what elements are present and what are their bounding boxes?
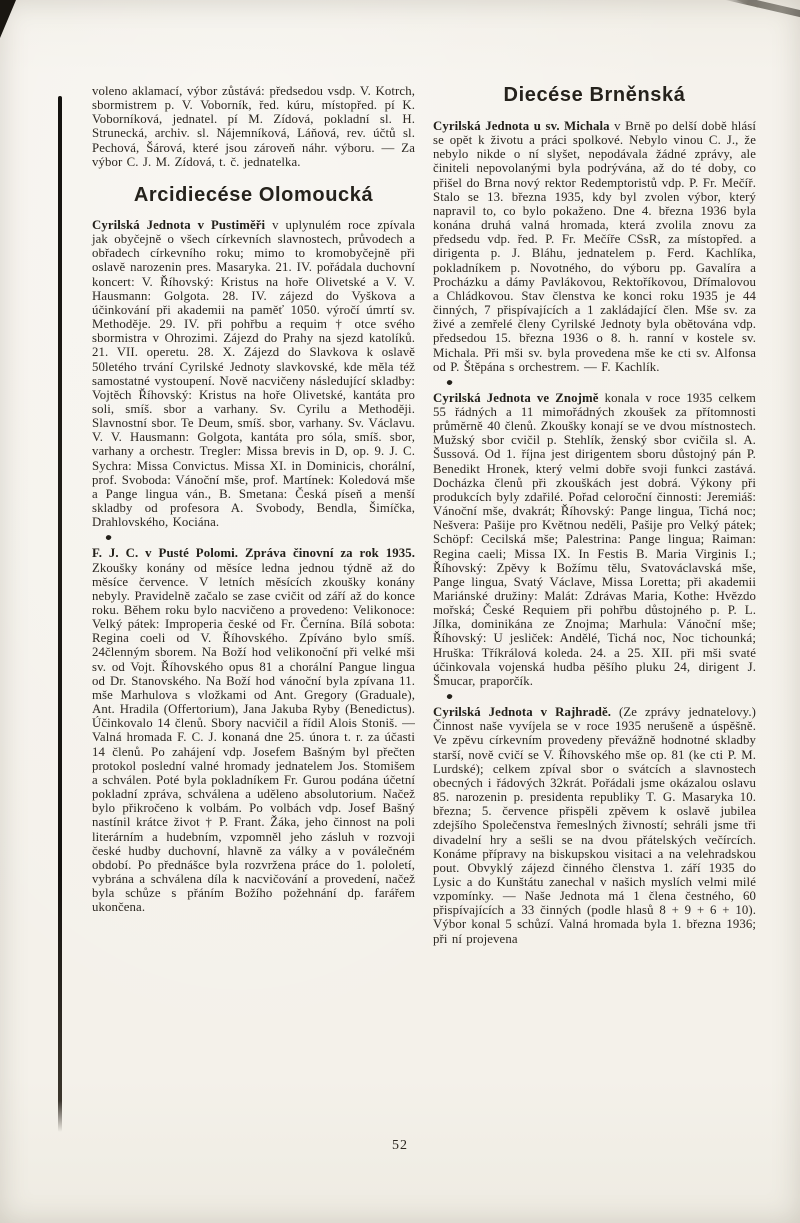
paragraph-text: konala v roce 1935 celkem 55 řádných a 11 mimořádných zkoušek za přítomnosti průměrně 40 členů. Zkoušky konají se ve dvou místnostech. Mužský sbor cvičil p. Stehlík, ženský sbor cvičila sl. A. Šussová. Od 1. října jest dirigentem sboru důstojný pán P. Benedikt Hronek, který velmi dobře svoji funkci zastává. Docházka členů při zkouškách jest dobrá. Výkony při produkcích byly zdařilé. Pořad celoroční činnosti: Jeremiáš: Vánoční mše, dvakrát; Říhovský: Pange lingua, Tichá noc; Nešvera: Pašije pro Květnou neděli, Pašije pro Velký pátek; Schöpf: Cecilská mše; Palestrina: Pange lingua; Raiman: Regina caeli; Missa IX. In Festis B. Maria Virginis I.; Říhovský: Zpěvy k Božímu tělu, Svatováclavská mše, Pange lingua, Svatý Václave, Missa Loretta; při akademii Mariánské družiny: Malát: Zdrávas Maria, Kothe: Hvězdo mořská; České Requiem při pohřbu důstojného p. P. L. Jílka, dominikána ze Znojma; Marhula: Vánoční mše; Říhovský: U jesliček: Andělé, Tichá noc, Noc tichounká; Hruška: Tříkrálová koleda. 24. a 25. XII. při mši svaté účinkovala vojenská hudba pěšího pluku 24, dirigent J. Šmucar, praporčík. (433, 390, 756, 688)
paragraph-lead: Cyrilská Jednota u sv. Michala (433, 119, 610, 133)
paragraph-lead: F. J. C. v Pusté Polomi. Zpráva činovní za rok 1935. (92, 546, 415, 561)
paragraph-lead: Cyrilská Jednota ve Znojmě (433, 390, 599, 405)
paragraph-text: (Ze zprávy jednatelovy.) Činnost naše vyvíjela se v roce 1935 nerušeně a úspěšně. Ve zpěvu církevním provedeny převážně hodnotné skladby starší, nově cvičí se V. Říhovského mše op. 81 (ke cti P. M. Lurdské); celkem zpíval sbor o svátcích a slavnostech obecných i řádových 32krát. Pořádali jsme okázalou oslavu 85. narozenin p. presidenta republiky T. G. Masaryka 10. března; 5. července přispěli zpěvem k oslavě jubilea zdejšího Společenstva řemeslných živností; sehráli jsme tři divadelní hry a sešli se na dvou přátelských večírcích. Konáme přípravy na biskupskou visitaci a na velehradskou pout. Obvyklý zájezd činného členstva 1. září 1935 do Lysic a do Kunštátu zanechal v našich myslích velmi milé vzpomínky. — Naše Jednota má 1 člena čestného, 60 přispívajících a 33 činných (podle hlasů 8 + 9 + 6 + 10). Výbor konal 5 schůzí. Valná hromada byla 1. března 1936; při ní projevena (433, 705, 756, 946)
section-separator-dot (446, 379, 453, 386)
paragraph-lead: Cyrilská Jednota v Pustiměři (92, 217, 266, 232)
scan-artifact-corner-mark (0, 0, 16, 38)
body-paragraph (433, 705, 756, 946)
body-paragraph (92, 218, 415, 529)
paragraph-text: v Brně po delší době hlásí se opět k životu a práci spolkové. Nebylo vinou C. J., že nebylo nikde o ní slyšet, nepodávala žádné zprávy, ale činiteli nepovolanými byla podrývána, až do té doby, co přišel do Brna nový rektor Redemptoristů vdp. P. Fr. Mečíř. Stalo se 13. března 1935, kdy byl zvolen výbor, který napravil to, co bylo pokaženo. Dne 4. března 1936 byla konána druhá valná hromada, která zvolila znovu za předsedu vdp. řed. P. Fr. Mečíře CSsR, za místopřed. a dirigenta p. J. Bláhu, jednatelem p. Ferd. Kachlíka, pokladníkem p. Novotného, do výboru pp. Gavalíra a Procházku a dámy Pavlákovou, Rektoříkovou, Dřímalovou a Chládkovou. Stav členstva ke konci roku 1935 je 44 činných, 7 přispívajících a 1 zakládající člen. Mše sv. za živé a zemřelé členy Cyrilské Jednoty byla obětována vdp. předsedou 15. března 1936 o 8. h. ranní v kostele sv. Michala. Při mši sv. byla provedena mše ke cti sv. Alfonsa od P. Štěpána s orchestrem. — F. Kachlík. (433, 119, 756, 374)
body-paragraph (433, 119, 756, 374)
page-content (92, 84, 756, 946)
page-number: 52 (392, 1138, 408, 1153)
paragraph-lead: Cyrilská Jednota v Rajhradě. (433, 705, 612, 720)
body-paragraph (92, 546, 415, 914)
body-paragraph (92, 84, 415, 169)
section-separator-dot (105, 534, 112, 541)
body-paragraph (433, 391, 756, 688)
scan-artifact-edge-line (58, 96, 62, 1132)
paragraph-text: v uplynulém roce zpívala jak obyčejně o všech církevních slavnostech, průvodech a obřadech církevního roku; mimo to kromobyčejně při oslavě narozenin pres. Masaryka. 21. IV. pořádala duchovní koncert: V. Říhovský: Kristus na hoře Olivetské a V. V. Hausmann: Golgota. 28. IV. zájezd do Vyškova a účinkování při akademii na paměť 1050. výročí úmrtí sv. Methoděje. 29. IV. při pohřbu a requim † otce svého sbormistra v Ohrozimi. Zájezd do Prahy na sjezd katolíků. 21. VII. operetu. 28. X. Zájezd do Slavkova k oslavě 50letého trvání Cyrilské Jednoty slavkovské, kde měla též samostatné vystoupení. Nově nacvičeny následující skladby: Vojtěch Říhovský: Kristus na hoře Olivetské, kantáta pro soli, smíš. sbor a varhany. Sv. Cyrilu a Methoději. Slavnostní sbor. Te Deum, smíš. sbor, varhany. Sv. Václavu. V. V. Hausmann: Golgota, kantáta pro sóla, smíš. sbor, varhany a orchestr. Tregler: Missa brevis in D, op. 9. J. C. Sychra: Missa Convictus. Missa XI. in Dominicis, chorální, prof. Svoboda: Vánoční mše, prof. Martínek: Koledová mše a Pange lingua ván., B. Smetana: Česká píseň a menší skladby od profesora A. Svobody, Bendla, Šimíčka, Drahlovského, Kociána. (92, 217, 415, 530)
left-column (92, 84, 415, 946)
section-separator-dot (446, 693, 453, 700)
heading-diecese-brnenska: Diecése Brněnská (503, 84, 686, 106)
right-column (433, 84, 756, 946)
scan-artifact-crease-streak (722, 0, 800, 19)
paragraph-text: voleno aklamací, výbor zůstává: předsedou vsdp. V. Kotrch, sbormistrem p. V. Voborník, řed. kúru, místopřed. pí K. Voborníková, jednatel. pí M. Zídová, pokladní sl. H. Strunecká, archiv. sl. Nájemníková, Láňová, rev. účtů sl. Pechová, Šárová, které jsou zároveň náhr. výboru. — Za výbor C. J. M. Zídová, t. č. jednatelka. (92, 84, 415, 169)
heading-arcidiecese-olomoucka: Arcidiecése Olomoucká (133, 183, 374, 206)
paragraph-text: Zkoušky konány od měsíce ledna jednou týdně až do měsíce července. V letních měsících zkoušky konány nebyly. Pravidelně začalo se zase cvičit od září až do konce roku. Během roku bylo nacvičeno a provedeno: Velikonoce: Velký pátek: Improperia české od Fr. Černína. Bílá sobota: Regina coeli od V. Říhovského. Zpíváno bylo smíš. 24členným sborem. Na Boží hod velikonoční při velké mši sv. od Vojt. Říhovského opus 81 a chorální Pangue lingua od Dr. Stanovského. Na Boží hod vánoční byla zpívana 11. mše Marhulova s vložkami od Ant. Gregory (Graduale), Ant. Hradila (Offertorium), Jana Jakuba Ryby (Benedictus). Účinkovalo 14 členů. Sbory nacvičil a řídil Alois Stoniš. — Valná hromada F. C. J. konaná dne 25. února t. r. za účasti 14 členů. Po zahájení vdp. Josefem Bašným byl přečten protokol poslední valné hromady jednatelem Jos. Stomišem a schválen. Poté byla pokladníkem Fr. Gurou podána účetní pokladní zpráva, schválena a uděleno absolutorium. Načež bylo přikročeno k volbám. Po volbách vdp. Josef Bašný nastínil krátce život † P. Frant. Žáka, jeho činnost na poli literárním a hudebním, vzpomněl jeho zásluh v rozvoji české hudby duchovní, hlavně za války a v poválečném období. Po přednášce byla rozvržena práce do 1. pololetí, vybrána a schválena díla k nacvičování a provedení, načež byla schůze s přáním Božího požehnání dp. farářem ukončena. (92, 560, 415, 915)
